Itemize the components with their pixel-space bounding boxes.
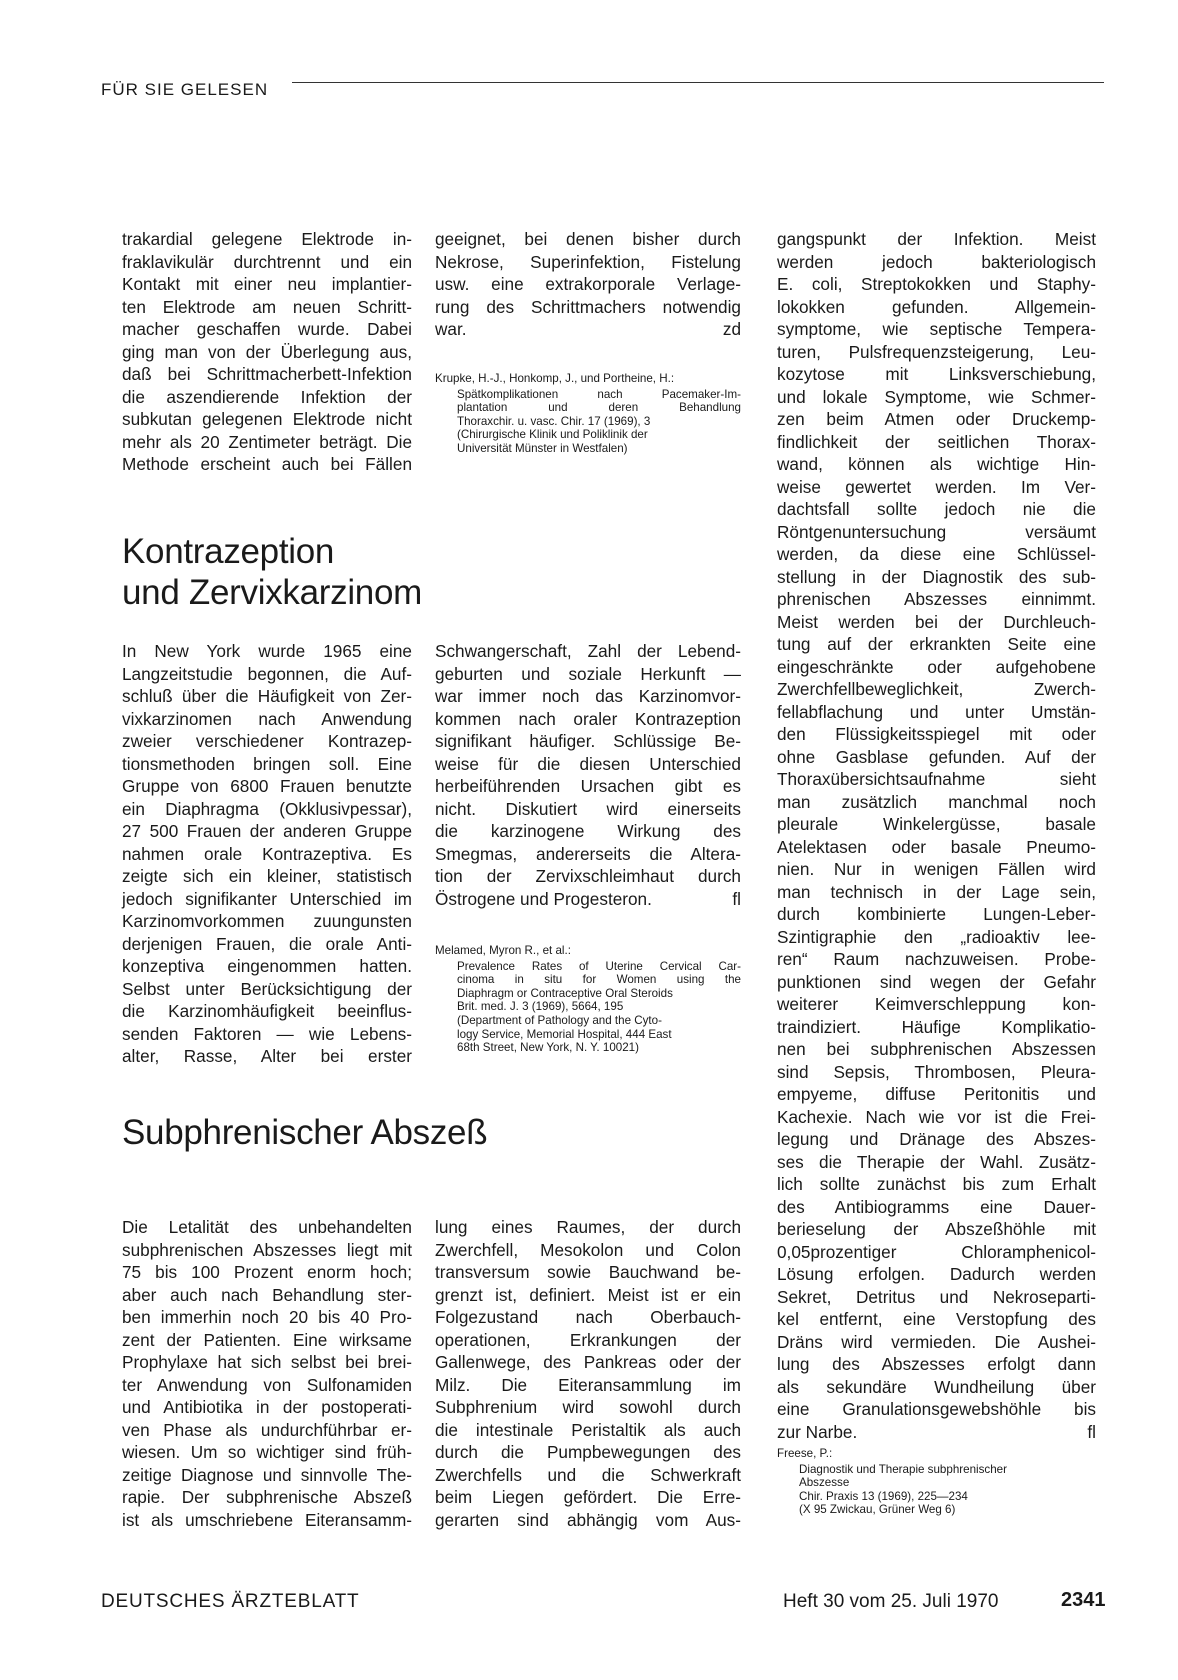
text-line: Gallenwege, des Pankreas oder der — [435, 1352, 741, 1372]
reference-author: Melamed, Myron R., et al.: — [435, 944, 571, 957]
text-line: Atelektasen oder basale Pneumo- — [777, 836, 1096, 857]
text-line: traindiziert. Häufige Komplikatio- — [777, 1016, 1096, 1037]
text-line: Langzeitstudie begonnen, die Auf- — [122, 663, 412, 684]
text-line: E. coli, Streptokokken und Staphy- — [777, 274, 1096, 294]
text-line: legung und Dränage des Abszes- — [777, 1129, 1096, 1149]
article2-reference — [435, 944, 741, 1055]
text-line: ging man von der Überlegung aus, — [122, 341, 412, 362]
text-line: die aszendierende Infektion der — [122, 386, 412, 407]
text-line: Universität Münster in Westfalen) — [457, 441, 628, 455]
text-line: phrenischen Abszesses einnimmt. — [777, 589, 1096, 609]
text-line: Gruppe von 6800 Frauen benutzte — [122, 776, 412, 796]
issue-date: Heft 30 vom 25. Juli 1970 — [783, 1591, 999, 1612]
article3-col2 — [435, 1216, 741, 1531]
text-line: berieselung der Abszeßhöhle mit — [777, 1219, 1096, 1239]
text-line: Brit. med. J. 3 (1969), 5664, 195 — [457, 1000, 624, 1014]
header-rule — [292, 82, 1104, 83]
reference-author: Krupke, H.-J., Honkomp, J., und Portheine, H.: — [435, 372, 675, 385]
text-line: derjenigen Frauen, die orale Anti- — [122, 933, 412, 954]
text-line: (Department of Pathology and the Cyto- — [457, 1013, 662, 1027]
text-line: tung auf der erkrankten Seite eine — [777, 634, 1096, 654]
text-line: alter, Rasse, Alter bei erster — [122, 1046, 412, 1066]
text-line: zweier verschiedener Kontrazep- — [122, 731, 412, 751]
text-line: signifikant häufiger. Schlüssige Be- — [435, 731, 741, 751]
text-line: grenzt ist, definiert. Meist ist er ein — [435, 1284, 741, 1305]
text-line: Zwerchfells und die Schwerkraft — [435, 1464, 741, 1485]
journal-name: DEUTSCHES ÄRZTEBLATT — [101, 1591, 360, 1612]
text-line: Diaphragm or Contraceptive Oral Steroids — [457, 986, 673, 1000]
text-line: aber auch nach Behandlung ster- — [122, 1284, 412, 1305]
article3-reference — [777, 1447, 1096, 1517]
text-line: zent der Patienten. Eine wirksame — [122, 1329, 412, 1350]
text-line: man zusätzlich manchmal noch — [777, 791, 1096, 812]
article1-col1 — [122, 228, 412, 476]
reference-body — [799, 1463, 1096, 1517]
text-line: eine Granulationsgewebshöhle bis — [777, 1399, 1096, 1419]
text-line: nien. Nur in wenigen Fällen wird — [777, 859, 1096, 879]
text-line: vixkarzinomen nach Anwendung — [122, 708, 412, 729]
text-line: ren“ Raum nachzuweisen. Probe- — [777, 949, 1096, 969]
text-line: plantation und deren Behandlung — [457, 401, 741, 415]
text-line: (X 95 Zwickau, Grüner Weg 6) — [799, 1503, 956, 1517]
text-line: sind Sepsis, Thrombosen, Pleura- — [777, 1061, 1096, 1082]
text-line: Spätkomplikationen nach Pacemaker-Im- — [457, 387, 741, 401]
text-line: lich sollte zunächst bis zum Erhalt — [777, 1174, 1096, 1194]
text-line: ter Anwendung von Sulfonamiden — [122, 1374, 412, 1395]
text-line: nahmen orale Kontrazeptiva. Es — [122, 843, 412, 864]
text-line: kel entfernt, eine Verstopfung des — [777, 1309, 1096, 1329]
reference-body — [457, 388, 741, 456]
text-line: operationen, Erkrankungen der — [435, 1329, 741, 1350]
text-line: Smegmas, andererseits die Altera- — [435, 843, 741, 864]
text-line: Zwerchfellbeweglichkeit, Zwerch- — [777, 679, 1096, 699]
article3-last-line: zur Narbe. fl — [777, 1421, 1096, 1442]
text-line: Dräns wird vermieden. Die Aushei- — [777, 1331, 1096, 1352]
text-line: Lösung erfolgen. Dadurch werden — [777, 1264, 1096, 1284]
section-label: FÜR SIE GELESEN — [101, 80, 269, 99]
text-line: cinoma in situ for Women using the — [457, 973, 741, 987]
text-line: lung des Abszesses erfolgt dann — [777, 1354, 1096, 1374]
text-line: ten Elektrode am neuen Schritt- — [122, 296, 412, 317]
reference-author: Freese, P.: — [777, 1447, 833, 1460]
article3-title: Subphrenischer Abszeß — [122, 1113, 488, 1152]
text-line: Selbst unter Berücksichtigung der — [122, 978, 412, 999]
text-line: nen bei subphrenischen Abszessen — [777, 1039, 1096, 1059]
article2-title: Kontrazeption und Zervixkarzinom — [122, 532, 422, 612]
text-line: nicht. Diskutiert wird einerseits — [435, 798, 741, 819]
article2-signature: fl — [732, 888, 741, 909]
text-line: weiterer Keimverschleppung kon- — [777, 994, 1096, 1014]
text-line: jedoch signifikanter Unterschied im — [122, 888, 412, 909]
text-line: In New York wurde 1965 eine — [122, 641, 412, 661]
text-line: Kontakt mit einer neu implantier- — [122, 274, 412, 294]
text-line: zeigte sich ein kleiner, statistisch — [122, 866, 412, 886]
text-line: turen, Pulsfrequenzsteigerung, Leu- — [777, 341, 1096, 362]
text-line: werden jedoch bakteriologisch — [777, 251, 1096, 272]
text-line: eingeschränkte oder aufgehobene — [777, 656, 1096, 677]
text-line: fellabflachung und unter Umstän- — [777, 701, 1096, 722]
text-line: schluß über die Häufigkeit von Zer- — [122, 686, 412, 706]
text-line: Die Letalität des unbehandelten — [122, 1217, 412, 1237]
text-line: lung eines Raumes, der durch — [435, 1217, 741, 1237]
text-line: kozytose mit Linksverschiebung, — [777, 364, 1096, 384]
text-line: mehr als 20 Zentimeter beträgt. Die — [122, 431, 412, 452]
text-line: weise für die diesen Unterschied — [435, 753, 741, 774]
text-line: Nekrose, Superinfektion, Fistelung — [435, 251, 741, 272]
text-line: und Antibiotika in der postoperati- — [122, 1397, 412, 1417]
text-line: zeitige Diagnose und sinnvolle The- — [122, 1464, 412, 1485]
text-line: Karzinomvorkommen zuungunsten — [122, 911, 412, 931]
article3-signature: fl — [1087, 1421, 1096, 1442]
text-line: Szintigraphie den „radioaktiv lee- — [777, 926, 1096, 947]
text-line: ist als umschriebene Eiteransamm- — [122, 1509, 412, 1530]
text-line: Sekret, Detritus und Nekroseparti- — [777, 1286, 1096, 1307]
text-line: herbeiführenden Ursachen gibt es — [435, 776, 741, 796]
text-line: macher geschaffen wurde. Dabei — [122, 319, 412, 339]
text-line: geburten und soziale Herkunft — — [435, 663, 741, 684]
text-line: ein Diaphragma (Okklusivpessar), — [122, 798, 412, 819]
text-line: werden, da diese eine Schlüssel- — [777, 544, 1096, 564]
text-line: die karzinogene Wirkung des — [435, 821, 741, 841]
text-line: ven Phase als undurchführbar er- — [122, 1419, 412, 1440]
article1-reference — [435, 372, 741, 456]
article2-col2 — [435, 640, 741, 910]
article2-last-line: Östrogene und Progesteron. fl — [435, 888, 741, 909]
text-line: durch kombinierte Lungen-Leber- — [777, 904, 1096, 924]
text-line: wand, können als wichtige Hin- — [777, 454, 1096, 474]
text-line: senden Faktoren — wie Lebens- — [122, 1023, 412, 1044]
text-line: Thoraxchir. u. vasc. Chir. 17 (1969), 3 — [457, 414, 651, 428]
text-line: Folgezustand nach Oberbauch- — [435, 1307, 741, 1327]
text-line: 0,05prozentiger Chloramphenicol- — [777, 1241, 1096, 1262]
article1-last-line: war. zd — [435, 319, 741, 339]
text-line: pleurale Winkelergüsse, basale — [777, 814, 1096, 834]
text-line: 27 500 Frauen der anderen Gruppe — [122, 821, 412, 841]
article3-col3 — [777, 228, 1096, 1443]
text-line: Röntgenuntersuchung versäumt — [777, 521, 1096, 542]
text-line: findlichkeit der seitlichen Thorax- — [777, 431, 1096, 452]
text-line: die intestinale Peristaltik als auch — [435, 1419, 741, 1440]
text-line: stellung in der Diagnostik des sub- — [777, 566, 1096, 587]
text-line: und lokale Symptome, wie Schmer- — [777, 386, 1096, 407]
text-line: zen beim Atmen oder Druckemp- — [777, 409, 1096, 429]
text-line: Milz. Die Eiteransammlung im — [435, 1374, 741, 1395]
text-line: gerarten sind abhängig vom Aus- — [435, 1509, 741, 1530]
text-line: konzeptiva eingenommen hatten. — [122, 956, 412, 976]
text-line: lokokken gefunden. Allgemein- — [777, 296, 1096, 317]
text-line: (Chirurgische Klinik und Poliklinik der — [457, 428, 648, 442]
text-line: Abszesse — [799, 1476, 850, 1490]
text-line: Chir. Praxis 13 (1969), 225—234 — [799, 1489, 968, 1503]
text-line: trakardial gelegene Elektrode in- — [122, 229, 412, 249]
text-line: durch die Pumpbewegungen des — [435, 1442, 741, 1462]
text-line: punktionen sind wegen der Gefahr — [777, 971, 1096, 992]
text-line: dachtsfall sollte jedoch nie die — [777, 499, 1096, 519]
text-line: Diagnostik und Therapie subphrenischer — [799, 1462, 1007, 1476]
text-line: fraklavikulär durchtrennt und ein — [122, 251, 412, 272]
text-line: weise gewertet werden. Im Ver- — [777, 476, 1096, 497]
text-line: 68th Street, New York, N. Y. 10021) — [457, 1041, 639, 1055]
text-line: Prophylaxe hat sich selbst bei brei- — [122, 1352, 412, 1372]
text-line: Thoraxübersichtsaufnahme sieht — [777, 769, 1096, 789]
text-line: symptome, wie septische Tempera- — [777, 319, 1096, 339]
text-line: tionsmethoden bringen soll. Eine — [122, 753, 412, 774]
text-line: Schwangerschaft, Zahl der Lebend- — [435, 641, 741, 661]
article3-col1 — [122, 1216, 412, 1531]
text-line: transversum sowie Bauchwand be- — [435, 1262, 741, 1282]
text-line: geeignet, bei denen bisher durch — [435, 229, 741, 249]
text-line: subkutan gelegenen Elektrode nicht — [122, 409, 412, 429]
text-line: daß bei Schrittmacherbett-Infektion — [122, 364, 412, 384]
text-line: ohne Gasblase gefunden. Auf der — [777, 746, 1096, 767]
text-line: wiesen. Um so wichtiger sind früh- — [122, 1442, 412, 1462]
article2-col1 — [122, 640, 412, 1068]
text-line: Prevalence Rates of Uterine Cervical Car- — [457, 959, 741, 973]
text-line: empyeme, diffuse Peritonitis und — [777, 1084, 1096, 1104]
text-line: den Flüssigkeitsspiegel mit oder — [777, 724, 1096, 744]
text-line: Methode erscheint auch bei Fällen — [122, 454, 412, 474]
text-line: tion der Zervixschleimhaut durch — [435, 866, 741, 886]
text-line: als sekundäre Wundheilung über — [777, 1376, 1096, 1397]
text-line: logy Service, Memorial Hospital, 444 East — [457, 1027, 672, 1041]
text-line: Subphrenium wird sowohl durch — [435, 1397, 741, 1417]
text-line: die Karzinomhäufigkeit beeinflus- — [122, 1001, 412, 1021]
text-line: des Antibiogramms eine Dauer- — [777, 1196, 1096, 1217]
text-line: Zwerchfell, Mesokolon und Colon — [435, 1239, 741, 1260]
text-line: rung des Schrittmachers notwendig — [435, 296, 741, 317]
text-line: rapie. Der subphrenische Abszeß — [122, 1487, 412, 1507]
text-line: man technisch in der Lage sein, — [777, 881, 1096, 902]
text-line: usw. eine extrakorporale Verlage- — [435, 274, 741, 294]
article1-signature: zd — [722, 319, 741, 339]
text-line: subphrenischen Abszesses liegt mit — [122, 1239, 412, 1260]
text-line: 75 bis 100 Prozent enorm hoch; — [122, 1262, 412, 1282]
text-line: war immer noch das Karzinomvor- — [435, 686, 741, 706]
text-line: beim Liegen gefördert. Die Erre- — [435, 1487, 741, 1507]
text-line: Kachexie. Nach wie vor ist die Frei- — [777, 1106, 1096, 1127]
reference-body — [457, 960, 741, 1055]
text-line: ses die Therapie der Wahl. Zusätz- — [777, 1151, 1096, 1172]
text-line: gangspunkt der Infektion. Meist — [777, 229, 1096, 249]
text-line: ben immerhin noch 20 bis 40 Pro- — [122, 1307, 412, 1327]
text-line: Meist werden bei der Durchleuch- — [777, 611, 1096, 632]
article1-col2 — [435, 228, 741, 341]
text-line: kommen nach oraler Kontrazeption — [435, 708, 741, 729]
page-number: 2341 — [1061, 1589, 1106, 1611]
